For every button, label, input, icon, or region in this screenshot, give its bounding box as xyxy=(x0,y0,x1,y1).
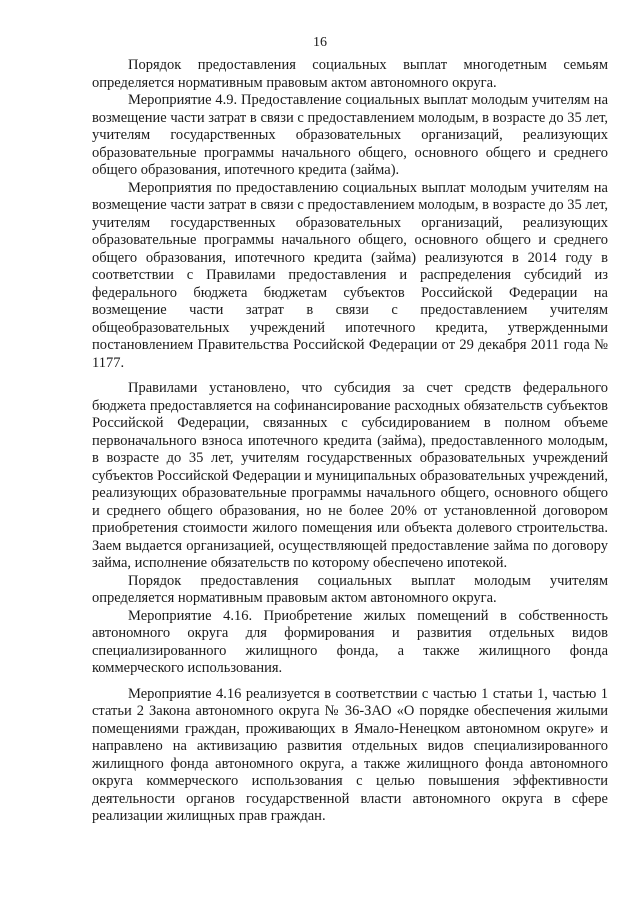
paragraph-subsidy-rules: Правилами установлено, что субсидия за счет средств федерального бюджета предоставляется на софинансирование расходных обязательств субъектов Российской Федерации, связанных с субсидированием в полном объеме первоначального взноса ипотечного кредита (займа), предоставленного молодым, в возрасте до 35 лет, учителям государственных образовательных учреждений субъектов Российской Федерации и муниципальных образовательных учреждений, реализующих образовательные программы начального общего, основного общего и среднего общего образования, но не более 20% от установленной договором приобретения стоимости жилого помещения или объекта долевого строительства. Заем выдается организацией, осуществляющей предоставление займа по договору займа, исполнение обязательств по которому обеспечено ипотекой. xyxy=(92,380,608,571)
paragraph-measure-4-16-title: Мероприятие 4.16. Приобретение жилых помещений в собственность автономного округа для формирования и развития отдельных видов специализированного жилищного фонда, а также жилищного фонда коммерческого использования. xyxy=(92,607,608,676)
page-number: 16 xyxy=(313,35,327,50)
document-body xyxy=(92,57,608,826)
paragraph-teachers-procedure: Порядок предоставления социальных выплат молодым учителям определяется нормативным правовым актом автономного округа. xyxy=(92,572,608,606)
paragraph-large-families-procedure: Порядок предоставления социальных выплат многодетным семьям определяется нормативным правовым актом автономного округа. xyxy=(92,57,608,91)
paragraph-measure-4-9-details: Мероприятия по предоставлению социальных выплат молодым учителям на возмещение части затрат в связи с предоставлением молодым, в возрасте до 35 лет, учителям государственных образовательных организаций, реализующих образовательные программы начального общего, основного общего и среднего общего образования, ипотечного кредита (займа) реализуются в 2014 году в соответствии с Правилами предоставления и распределения субсидий из федерального бюджета бюджетам субъектов Российской Федерации на возмещение части затрат в связи с предоставлением учителям общеобразовательных учреждений ипотечного кредита, утвержденными постановлением Правительства Российской Федерации от 29 декабря 2011 года № 1177. xyxy=(92,179,608,371)
paragraph-measure-4-16-details: Мероприятие 4.16 реализуется в соответствии с частью 1 статьи 1, частью 1 статьи 2 Закона автономного округа № 36-ЗАО «О порядке обеспечения жилыми помещениями граждан, проживающих в Ямало-Ненецком автономном округе» и направлено на активизацию развития отдельных видов специализированного жилищного фонда автономного округа, а также жилищного фонда автономного округа коммерческого использования с целью повышения эффективности деятельности органов государственной власти автономного округа в сфере реализации жилищных прав граждан. xyxy=(92,685,608,824)
paragraph-measure-4-9-title: Мероприятие 4.9. Предоставление социальных выплат молодым учителям на возмещение части затрат в связи с предоставлением молодым, в возрасте до 35 лет, учителям государственных образовательных организаций, реализующих образовательные программы начального общего, основного общего и среднего общего образования, ипотечного кредита (займа). xyxy=(92,92,608,178)
